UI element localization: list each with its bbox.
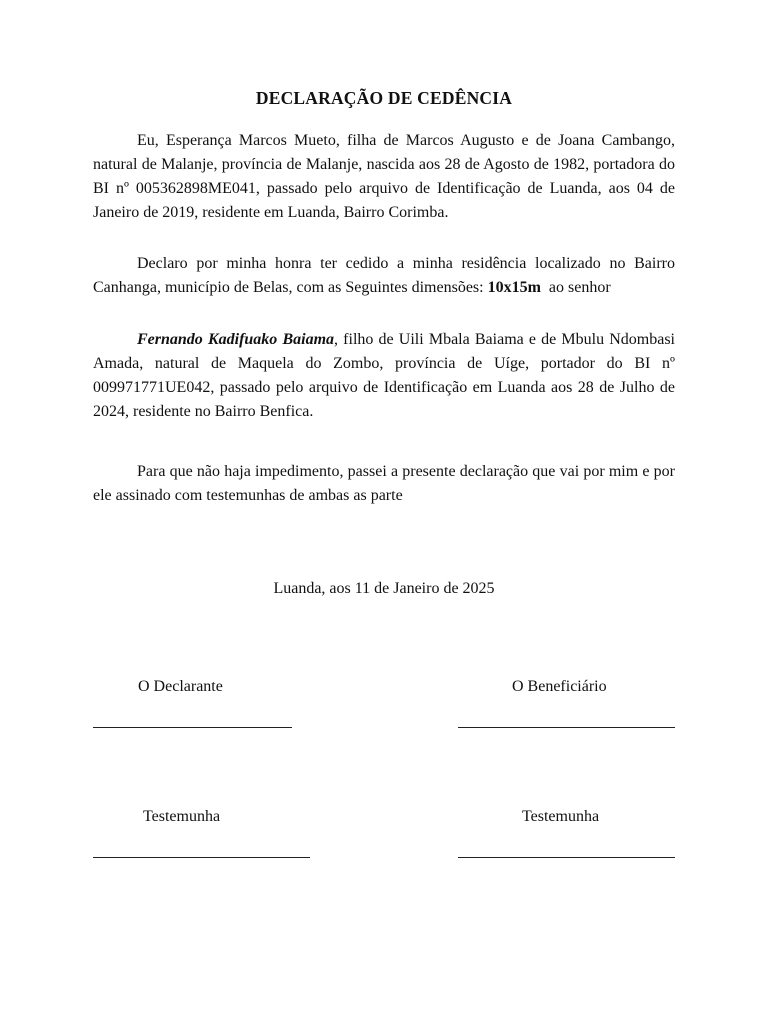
beneficiary-label: O Beneficiário — [512, 678, 607, 695]
witness-right-label: Testemunha — [522, 808, 600, 825]
paragraph-text: Eu, Esperança Marcos Mueto, filha de Marcos Augusto e de Joana Cambango, natural de Malanje, província de Malanje, nascida aos 28 de Agosto de 1982, portadora do BI nº 005362898ME041, passado pelo arquivo de Identificação de Luanda, aos 04 de Janeiro de 2019, residente em Luanda, Bairro Corimba. — [93, 132, 675, 221]
paragraph-text: , filho de Uili Mbala Baiama e de Mbulu Ndombasi Amada, natural de Maquela do Zombo, província de Uíge, portador do BI nº 009971771UE042, passado pelo arquivo de Identificação em Luanda aos 28 de Julho de 2024, residente no Bairro Benfica. — [93, 331, 675, 420]
paragraph-beneficiary-identity — [93, 328, 675, 424]
declarant-label: O Declarante — [138, 678, 223, 695]
witness-right-signature-line — [458, 857, 675, 858]
paragraph-closing — [93, 460, 675, 508]
declarant-signature-line — [93, 727, 292, 728]
paragraph-residence-cession — [93, 252, 675, 300]
witness-left-signature-line — [93, 857, 310, 858]
dimensions-value: 10x15m — [487, 279, 541, 296]
beneficiary-name: Fernando Kadifuako Baiama — [137, 331, 335, 348]
witness-left-label: Testemunha — [143, 808, 221, 825]
document-title: DECLARAÇÃO DE CEDÊNCIA — [255, 88, 513, 108]
date-line: Luanda, aos 11 de Janeiro de 2025 — [273, 580, 495, 597]
paragraph-text: ao senhor — [540, 279, 611, 296]
beneficiary-signature-line — [458, 727, 675, 728]
paragraph-text: Declaro por minha honra ter cedido a minha residência localizado no Bairro Canhanga, município de Belas, com as Seguintes dimensões: — [93, 255, 675, 296]
paragraph-text: Para que não haja impedimento, passei a presente declaração que vai por mim e por ele assinado com testemunhas de ambas as parte — [93, 463, 675, 504]
paragraph-declarant-identity — [93, 129, 675, 225]
